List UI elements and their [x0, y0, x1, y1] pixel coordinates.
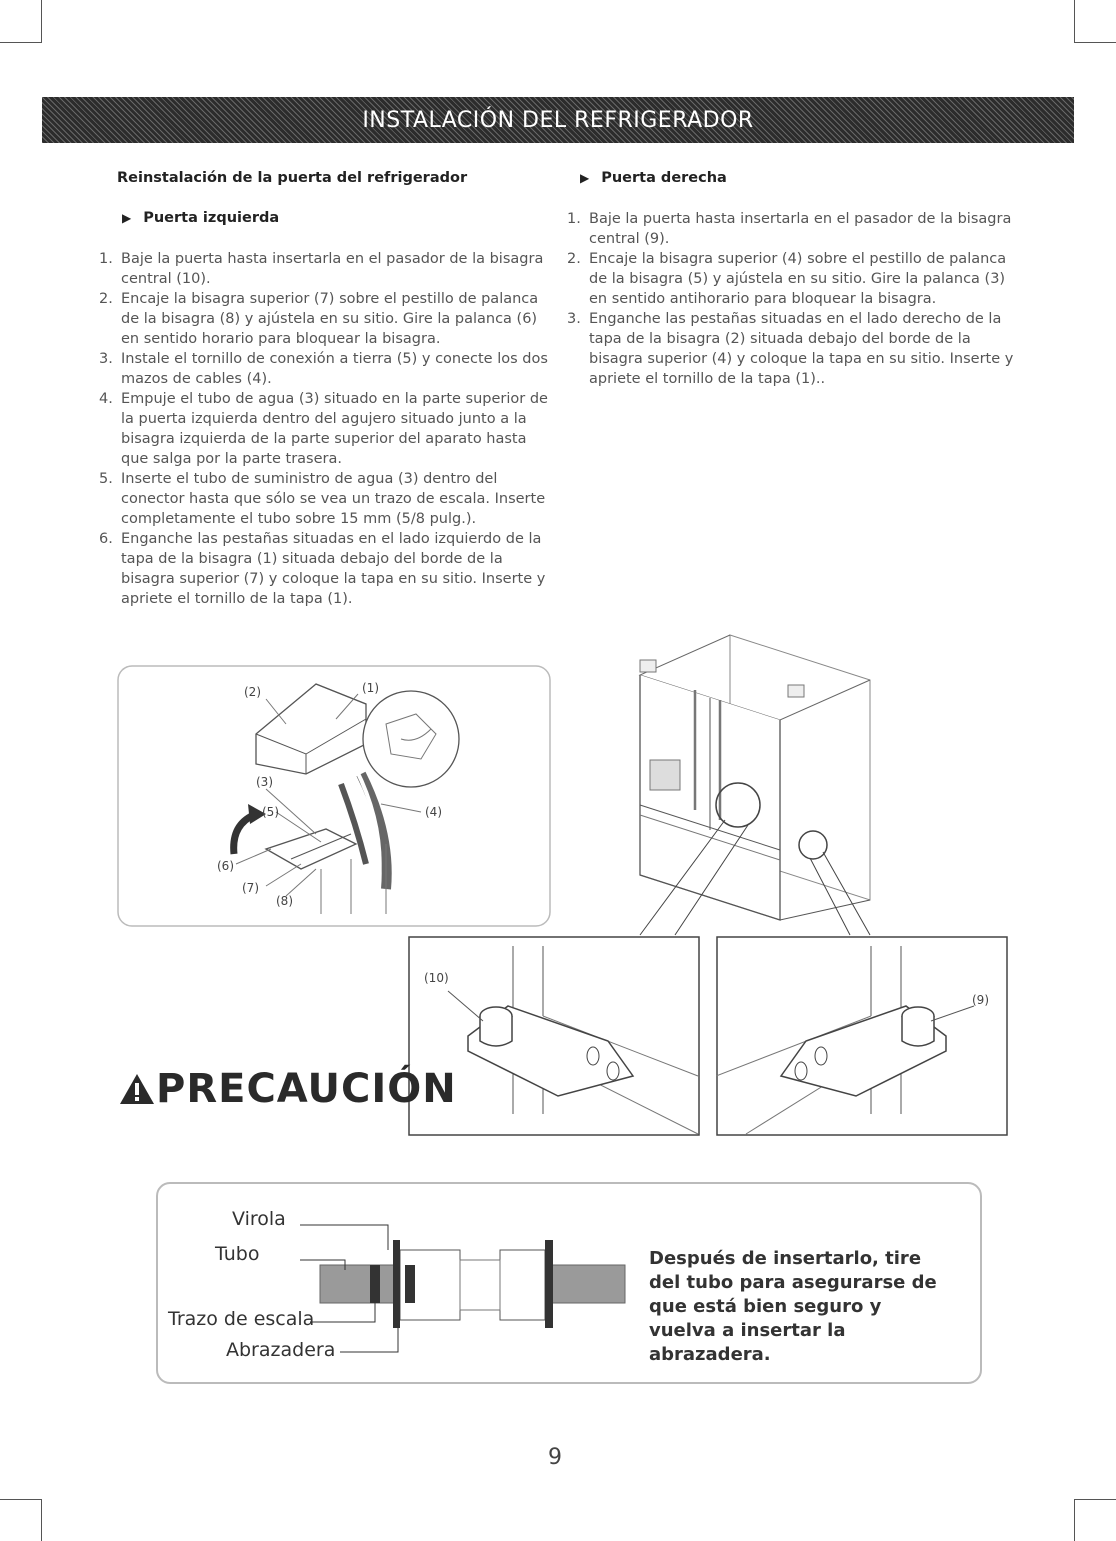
- step-item: [99, 529, 554, 609]
- hinge-label: (2): [244, 685, 261, 699]
- arrow-right-icon: ▶: [580, 171, 590, 185]
- step-text: Enganche las pestañas situadas en el lado derecho de la tapa de la bisagra (2) situada debajo del borde de la bisagra superior (4) y coloque la tapa en su sitio. Inserte y apriete el tornillo de la tapa (1)..: [589, 311, 1014, 387]
- crop-mark: [41, 0, 42, 42]
- hinge-label: (3): [256, 775, 273, 789]
- scale-mark-label: Trazo de escala: [168, 1308, 315, 1330]
- clamp-label: Abrazadera: [226, 1339, 336, 1361]
- step-number: 2.: [99, 291, 113, 307]
- section-heading: Reinstalación de la puerta del refrigerador: [117, 170, 468, 186]
- caution-title: PRECAUCIÓN: [156, 1066, 457, 1112]
- crop-mark: [1074, 0, 1075, 42]
- step-item: [567, 309, 1025, 389]
- step-text: Instale el tornillo de conexión a tierra (5) y conecte los dos mazos de cables (4).: [121, 351, 548, 387]
- right-steps-list: [567, 209, 1025, 389]
- hinge-label: (4): [425, 805, 442, 819]
- step-item: [99, 349, 554, 389]
- hinge-label: (1): [362, 681, 379, 695]
- step-text: Encaje la bisagra superior (7) sobre el pestillo de palanca de la bisagra (8) y ajústela en su sitio. Gire la palanca (6) en sentido horario para bloquear la bisagra.: [121, 291, 539, 347]
- step-item: [99, 289, 554, 349]
- step-item: [99, 469, 554, 529]
- step-text: Baje la puerta hasta insertarla en el pasador de la bisagra central (9).: [589, 211, 1012, 247]
- step-number: 4.: [99, 391, 113, 407]
- step-number: 1.: [99, 251, 113, 267]
- crop-mark: [0, 1499, 42, 1500]
- step-number: 2.: [567, 251, 581, 267]
- left-steps-list: [99, 249, 554, 609]
- hinge-assembly-figure: [116, 664, 552, 928]
- step-item: [99, 249, 554, 289]
- step-text: Encaje la bisagra superior (4) sobre el pestillo de palanca de la bisagra (5) y ajústela en su sitio. Gire la palanca (3) en sentido antihorario para bloquear la bisagra.: [589, 251, 1007, 307]
- left-door-subheading: ▶ Puerta izquierda: [122, 210, 280, 226]
- detail-label: (10): [424, 971, 449, 985]
- page-number: 9: [548, 1445, 562, 1470]
- banner-title: INSTALACIÓN DEL REFRIGERADOR: [362, 107, 754, 133]
- center-hinge-right-detail: [716, 936, 1008, 1136]
- ferrule-note: Después de insertarlo, tire del tubo para asegurarse de que está bien seguro y vuelva a insertar la abrazadera.: [649, 1248, 937, 1365]
- crop-mark: [1074, 42, 1116, 43]
- step-text: Empuje el tubo de agua (3) situado en la parte superior de la puerta izquierda dentro del agujero situado junto a la bisagra izquierda de la parte superior del aparato hasta que salga por la parte trasera.: [121, 391, 548, 467]
- warning-triangle-icon: [118, 1072, 156, 1106]
- ferrule-label: Virola: [232, 1208, 286, 1230]
- hinge-label: (5): [262, 805, 279, 819]
- step-number: 3.: [567, 311, 581, 327]
- hinge-label: (7): [242, 881, 259, 895]
- detail-label: (9): [972, 993, 989, 1007]
- section-banner: [42, 97, 1074, 143]
- hinge-label: (8): [276, 894, 293, 908]
- step-number: 3.: [99, 351, 113, 367]
- caution-notice: [118, 1066, 457, 1112]
- crop-mark: [41, 1499, 42, 1541]
- step-item: [99, 389, 554, 469]
- crop-mark: [1074, 1499, 1116, 1500]
- step-number: 6.: [99, 531, 113, 547]
- crop-mark: [0, 42, 42, 43]
- step-text: Inserte el tubo de suministro de agua (3) dentro del conector hasta que sólo se vea un trazo de escala. Inserte completamente el tubo sobre 15 mm (5/8 pulg.).: [121, 471, 546, 527]
- hinge-label: (6): [217, 859, 234, 873]
- refrigerator-figure: [620, 630, 880, 940]
- step-item: [567, 209, 1025, 249]
- step-item: [567, 249, 1025, 309]
- step-text: Enganche las pestañas situadas en el lado izquierdo de la tapa de la bisagra (1) situada debajo del borde de la bisagra superior (7) y coloque la tapa en su sitio. Inserte y apriete el tornillo de la tapa (1).: [121, 531, 546, 607]
- step-number: 1.: [567, 211, 581, 227]
- ferrule-diagram: [300, 1220, 640, 1360]
- step-text: Baje la puerta hasta insertarla en el pasador de la bisagra central (10).: [121, 251, 544, 287]
- arrow-right-icon: ▶: [122, 211, 132, 225]
- crop-mark: [1074, 1499, 1075, 1541]
- right-door-subheading: ▶ Puerta derecha: [580, 170, 727, 186]
- tube-label: Tubo: [215, 1243, 260, 1265]
- step-number: 5.: [99, 471, 113, 487]
